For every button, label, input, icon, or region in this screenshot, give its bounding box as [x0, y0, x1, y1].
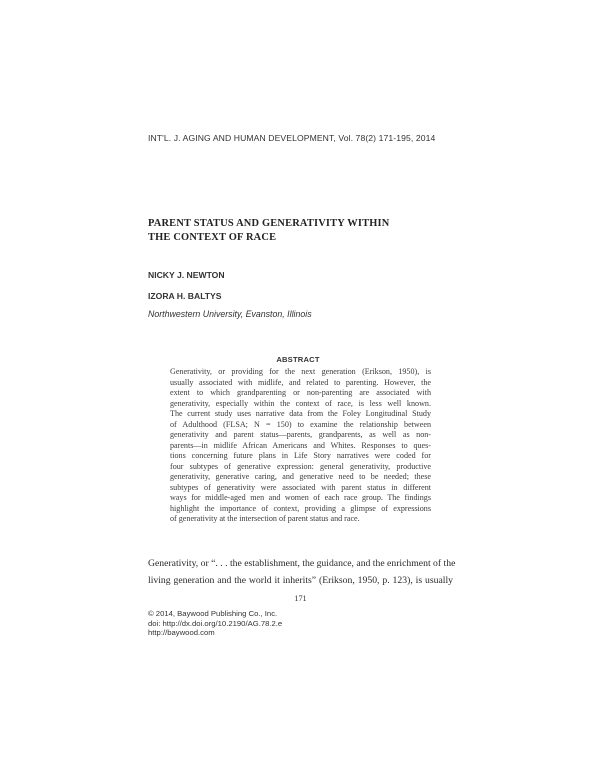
abstract-line: generativity, especially within the context of race, is less well known. — [170, 398, 431, 408]
publisher-link[interactable]: http://baywood.com — [148, 628, 215, 638]
abstract-line: four subtypes of generative expression: general generativity, productive — [170, 461, 431, 471]
abstract-line: parents—in midlife African Americans and Whites. Responses to ques- — [170, 440, 431, 450]
body-line: Generativity, or “. . . the establishment, the guidance, and the enrichment of the — [148, 558, 456, 569]
abstract-line: Generativity, or providing for the next generation (Erikson, 1950), is — [170, 367, 431, 376]
copyright-notice: © 2014, Baywood Publishing Co., Inc. — [148, 609, 278, 618]
doi-link[interactable]: doi: http://dx.doi.org/10.2190/AG.78.2.e — [148, 618, 283, 628]
author-name: NICKY J. NEWTON — [148, 270, 225, 280]
article-title-line: THE CONTEXT OF RACE — [148, 231, 277, 243]
footer-info — [148, 609, 282, 638]
page-number: 171 — [294, 594, 307, 603]
body-paragraph — [148, 556, 456, 589]
abstract-line: extent to which grandparenting or non-parenting are associated with — [170, 388, 431, 397]
abstract-line: ways for middle-aged men and women of each race group. The findings — [170, 493, 431, 502]
abstract-line: of Adulthood (FLSA; N = 150) to examine the relationship between — [170, 419, 431, 429]
author-affiliation: Northwestern University, Evanston, Illinois — [148, 309, 312, 319]
body-line: living generation and the world it inherits” (Erikson, 1950, p. 123), is usually — [148, 574, 453, 586]
abstract-line: subtypes of generativity were associated with parent status in different — [170, 482, 431, 492]
journal-header: INT'L. J. AGING AND HUMAN DEVELOPMENT, Vol. 78(2) 171-195, 2014 — [148, 133, 436, 143]
abstract-text — [170, 367, 431, 525]
article-title — [148, 217, 389, 244]
abstract-line: highlight the importance of context, providing a glimpse of expressions — [170, 503, 431, 513]
abstract-line: tions concerning future plans in Life Story narratives were coded for — [170, 451, 431, 460]
abstract-line: generativity and parent status—parents, grandparents, as well as non- — [170, 430, 431, 439]
abstract-heading: ABSTRACT — [276, 355, 320, 364]
author-name: IZORA H. BALTYS — [148, 291, 222, 301]
abstract-line: usually associated with midlife, and related to parenting. However, the — [170, 377, 431, 387]
article-title-line: PARENT STATUS AND GENERATIVITY WITHIN — [148, 218, 390, 229]
abstract-line: The current study uses narrative data from the Foley Longitudinal Study — [170, 409, 431, 418]
abstract-line: generativity, generative caring, and generative need to be needed; these — [170, 472, 431, 481]
abstract-line: of generativity at the intersection of parent status and race. — [170, 514, 360, 523]
